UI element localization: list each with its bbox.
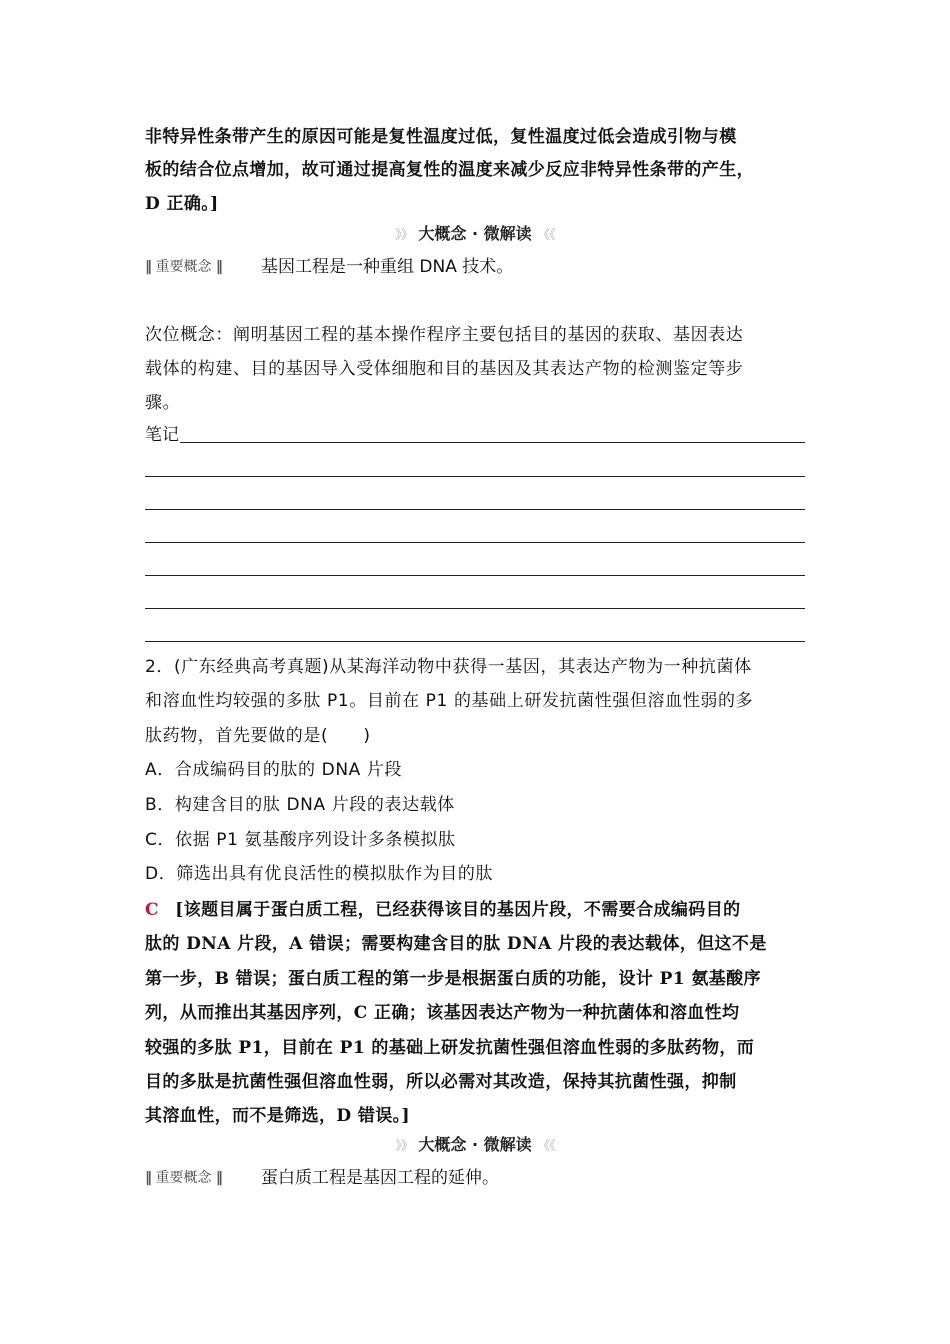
- explanation-line-5: 较强的多肽 P1，目前在 P1 的基础上研发抗菌性强但溶血性弱的多肽药物，而: [145, 1038, 755, 1058]
- big-concept-banner: [145, 1134, 805, 1158]
- important-concept-row: [145, 1167, 810, 1191]
- important-concept-row: [145, 256, 810, 280]
- question-stem-line-2: 和溶血性均较强的多肽 P1。目前在 P1 的基础上研发抗菌性强但溶血性弱的多: [145, 691, 754, 711]
- double-bar-icon: ‖: [145, 1170, 151, 1186]
- notes-rule: [145, 476, 805, 477]
- banner-title: 大概念 · 微解读: [418, 224, 532, 243]
- option-a: A．合成编码目的肽的 DNA 片段: [145, 760, 403, 780]
- notes-rule: [145, 575, 805, 576]
- explanation-text: [该题目属于蛋白质工程，已经获得该目的基因片段，不需要合成编码目的: [175, 900, 741, 920]
- important-concept-tag: [145, 256, 222, 278]
- notes-rule: [145, 509, 805, 510]
- explanation-line-7: 其溶血性，而不是筛选，D 错误。]: [145, 1106, 411, 1126]
- important-concept-tag: [145, 1167, 222, 1189]
- question-stem-line-3: 肽药物，首先要做的是( ): [145, 726, 371, 746]
- explanation-line-6: 目的多肽是抗菌性强但溶血性弱，所以必需对其改造，保持其抗菌性强，抑制: [145, 1072, 737, 1092]
- prev-answer-line-3: D 正确。]: [145, 194, 219, 214]
- question-stem-line-1: 2．(广东经典高考真题)从某海洋动物中获得一基因，其表达产物为一种抗菌体: [145, 657, 752, 677]
- tag-label: 重要概念: [155, 1170, 212, 1186]
- notes-rule: [145, 641, 805, 642]
- big-concept-banner: [145, 223, 805, 247]
- double-bar-icon: ‖: [215, 1170, 222, 1186]
- double-bar-icon: ‖: [215, 259, 222, 275]
- double-bar-icon: ‖: [145, 259, 151, 275]
- explanation-line-1: [145, 899, 810, 921]
- answer-letter: C: [145, 900, 159, 920]
- important-concept-text: 蛋白质工程是基因工程的延伸。: [261, 1168, 499, 1188]
- option-c: C．依据 P1 氨基酸序列设计多条模拟肽: [145, 830, 456, 850]
- option-b: B．构建含目的肽 DNA 片段的表达载体: [145, 795, 455, 815]
- option-d: D．筛选出具有优良活性的模拟肽作为目的肽: [145, 864, 494, 884]
- secondary-concept-line-1: 次位概念：阐明基因工程的基本操作程序主要包括目的基因的获取、基因表达: [145, 325, 744, 345]
- notes-rule: [180, 442, 805, 443]
- chevron-right-icon: 》》: [395, 228, 413, 243]
- chevron-left-icon: 《《: [537, 1139, 555, 1154]
- explanation-line-2: 肽的 DNA 片段，A 错误；需要构建含目的肽 DNA 片段的表达载体，但这不是: [145, 934, 767, 954]
- notes-rule: [145, 608, 805, 609]
- important-concept-text: 基因工程是一种重组 DNA 技术。: [261, 257, 514, 277]
- prev-answer-line-1: 非特异性条带产生的原因可能是复性温度过低，复性温度过低会造成引物与模: [145, 127, 737, 147]
- secondary-concept-line-2: 载体的构建、目的基因导入受体细胞和目的基因及其表达产物的检测鉴定等步: [145, 359, 744, 379]
- banner-title: 大概念 · 微解读: [418, 1135, 532, 1154]
- notes-label: 笔记: [145, 425, 179, 445]
- chevron-left-icon: 《《: [537, 228, 555, 243]
- notes-rule: [145, 542, 805, 543]
- explanation-line-4: 列，从而推出其基因序列，C 正确；该基因表达产物为一种抗菌体和溶血性均: [145, 1003, 740, 1023]
- chevron-right-icon: 》》: [395, 1139, 413, 1154]
- secondary-concept-line-3: 骤。: [145, 393, 181, 413]
- prev-answer-line-2: 板的结合位点增加，故可通过提高复性的温度来减少反应非特异性条带的产生，: [145, 160, 754, 180]
- tag-label: 重要概念: [155, 259, 212, 275]
- explanation-line-3: 第一步，B 错误；蛋白质工程的第一步是根据蛋白质的功能，设计 P1 氨基酸序: [145, 969, 761, 989]
